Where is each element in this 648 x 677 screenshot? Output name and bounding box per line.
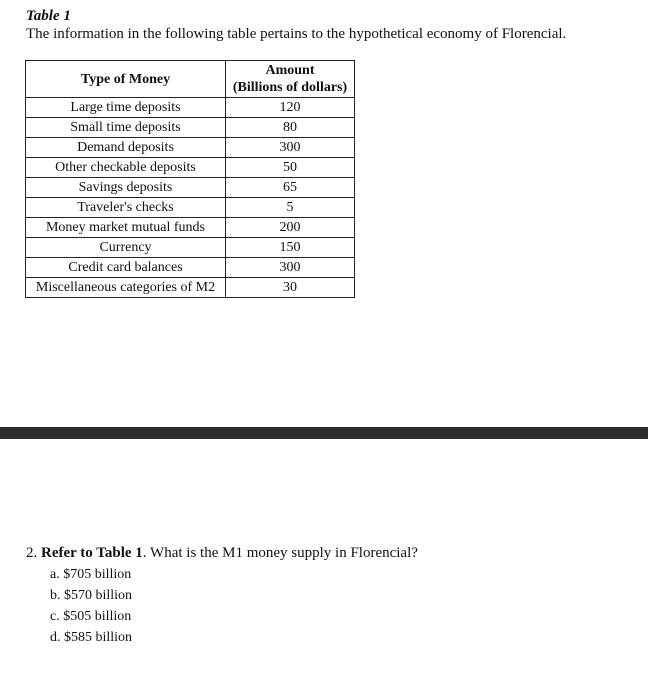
table-row [26,198,355,218]
answer-choice-b[interactable]: b. $570 billion [50,588,133,603]
row-amount-cell: 300 [226,258,355,278]
row-amount-cell: 150 [226,238,355,258]
question-text: . What is the M1 money supply in Florencial? [142,545,418,561]
question-prompt [26,545,418,562]
row-type-cell: Currency [26,238,226,258]
row-amount-cell: 65 [226,178,355,198]
row-type-cell: Small time deposits [26,118,226,138]
row-amount-cell: 5 [226,198,355,218]
answer-choice-a[interactable]: a. $705 billion [50,567,132,582]
row-amount-cell: 80 [226,118,355,138]
table-row [26,278,355,298]
row-amount-cell: 50 [226,158,355,178]
answer-choice-c[interactable]: c. $505 billion [50,609,132,624]
table-row [26,138,355,158]
section-divider [0,427,648,439]
table-row [26,218,355,238]
question-table-ref: Refer to Table 1 [41,545,143,561]
row-type-cell: Other checkable deposits [26,158,226,178]
row-type-cell: Money market mutual funds [26,218,226,238]
question-number: 2. [26,545,38,561]
row-type-cell: Credit card balances [26,258,226,278]
table-row [26,118,355,138]
table-intro-text: The information in the following table pertains to the hypothetical economy of Florencial. [26,26,567,42]
table-caption: Table 1 [26,8,71,24]
table-row [26,258,355,278]
row-type-cell: Miscellaneous categories of M2 [26,278,226,298]
money-supply-table [25,60,355,298]
row-type-cell: Large time deposits [26,98,226,118]
answer-choices [50,566,132,650]
table-row [26,158,355,178]
row-amount-cell: 30 [226,278,355,298]
table-row [26,178,355,198]
row-type-cell: Traveler's checks [26,198,226,218]
row-amount-cell: 300 [226,138,355,158]
header-amount-line1: Amount [265,63,315,78]
table-header-row [26,61,355,98]
row-type-cell: Demand deposits [26,138,226,158]
answer-choice-d[interactable]: d. $585 billion [50,630,133,645]
row-amount-cell: 120 [226,98,355,118]
table-row [26,98,355,118]
row-amount-cell: 200 [226,218,355,238]
row-type-cell: Savings deposits [26,178,226,198]
header-amount [226,61,355,98]
header-amount-line2: (Billions of dollars) [232,80,348,95]
table-row [26,238,355,258]
header-type-of-money: Type of Money [26,61,226,98]
